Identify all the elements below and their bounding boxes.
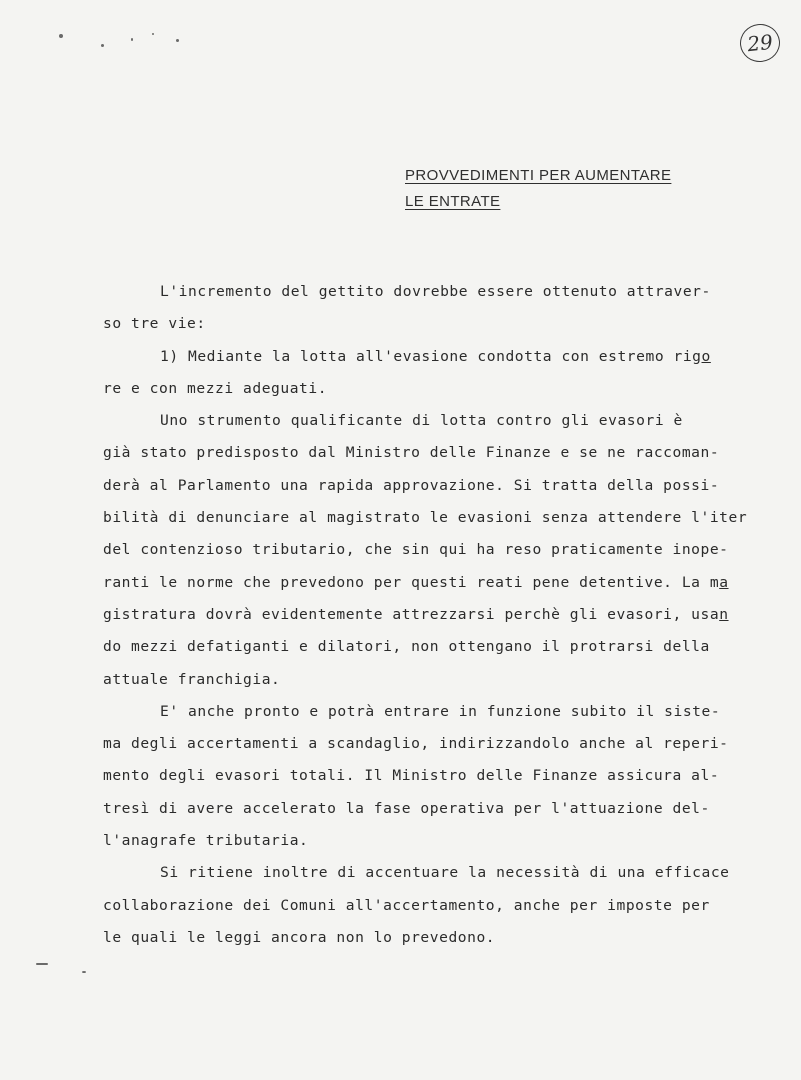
body-line	[103, 922, 773, 954]
body-line-text: so tre vie:	[103, 315, 206, 333]
hyphen-continuation: n	[719, 605, 729, 623]
scan-speck	[36, 963, 48, 965]
body-line-text: già stato predisposto dal Ministro delle Finanze e se ne raccoman-	[103, 444, 720, 462]
body-line	[103, 696, 773, 728]
body-line	[103, 825, 773, 857]
body-line	[103, 631, 773, 663]
scan-speck	[176, 39, 179, 42]
body-line	[103, 470, 773, 502]
scan-speck	[152, 33, 154, 35]
document-title	[405, 163, 671, 215]
handwritten-page-number: 29	[738, 22, 782, 64]
body-line-text: del contenzioso tributario, che sin qui ha reso praticamente inope-	[103, 541, 729, 559]
body-line	[103, 760, 773, 792]
body-line-text: ma degli accertamenti a scandaglio, indirizzandolo anche al reperi-	[103, 735, 729, 753]
body-line	[103, 664, 773, 696]
body-line	[103, 405, 773, 437]
body-line-text: Si ritiene inoltre di accentuare la necessità di una efficace	[160, 864, 730, 882]
body-line	[103, 373, 773, 405]
body-line	[103, 502, 773, 534]
body-line	[103, 890, 773, 922]
body-line	[103, 793, 773, 825]
body-line-text: re e con mezzi adeguati.	[103, 379, 328, 397]
body-line-text: bilità di denunciare al magistrato le evasioni senza attendere l'iter	[103, 509, 748, 527]
body-line	[103, 534, 773, 566]
title-line-1: PROVVEDIMENTI PER AUMENTARE	[405, 167, 672, 184]
document-body	[103, 276, 773, 954]
body-line-text: do mezzi defatiganti e dilatori, non ottengano il protrarsi della	[103, 638, 710, 656]
hyphen-continuation: a	[719, 573, 729, 591]
scan-speck	[131, 38, 133, 41]
body-line-text: L'incremento del gettito dovrebbe essere ottenuto attraver-	[160, 283, 711, 300]
title-line-2: LE ENTRATE	[405, 193, 501, 210]
body-line-text: le quali le leggi ancora non lo prevedono.	[103, 928, 496, 946]
body-line	[103, 341, 773, 373]
body-line-text: collaborazione dei Comuni all'accertamento, anche per imposte per	[103, 896, 710, 914]
hyphen-continuation: o	[701, 347, 711, 365]
body-line-text: tresì di avere accelerato la fase operativa per l'attuazione del-	[103, 799, 710, 817]
scan-speck	[101, 44, 104, 47]
body-line-text: mento degli evasori totali. Il Ministro delle Finanze assicura al-	[103, 767, 720, 785]
body-line-text: 1) Mediante la lotta all'evasione condotta con estremo rig	[160, 347, 702, 365]
body-line-text: Uno strumento qualificante di lotta contro gli evasori è	[160, 412, 683, 430]
body-line-text: E' anche pronto e potrà entrare in funzione subito il siste-	[160, 702, 721, 720]
body-line	[103, 308, 773, 340]
body-line-text: derà al Parlamento una rapida approvazione. Si tratta della possi-	[103, 476, 720, 494]
body-line	[103, 728, 773, 760]
scan-speck	[59, 34, 63, 38]
scan-speck	[82, 971, 86, 973]
body-line	[103, 276, 773, 308]
body-line	[103, 857, 773, 889]
body-line	[103, 599, 773, 631]
body-line	[103, 567, 773, 599]
body-line-text: attuale franchigia.	[103, 670, 281, 688]
body-line	[103, 437, 773, 469]
body-line-text: ranti le norme che prevedono per questi reati pene detentive. La m	[103, 573, 720, 591]
body-line-text: l'anagrafe tributaria.	[103, 832, 309, 850]
body-line-text: gistratura dovrà evidentemente attrezzarsi perchè gli evasori, usa	[103, 605, 720, 623]
